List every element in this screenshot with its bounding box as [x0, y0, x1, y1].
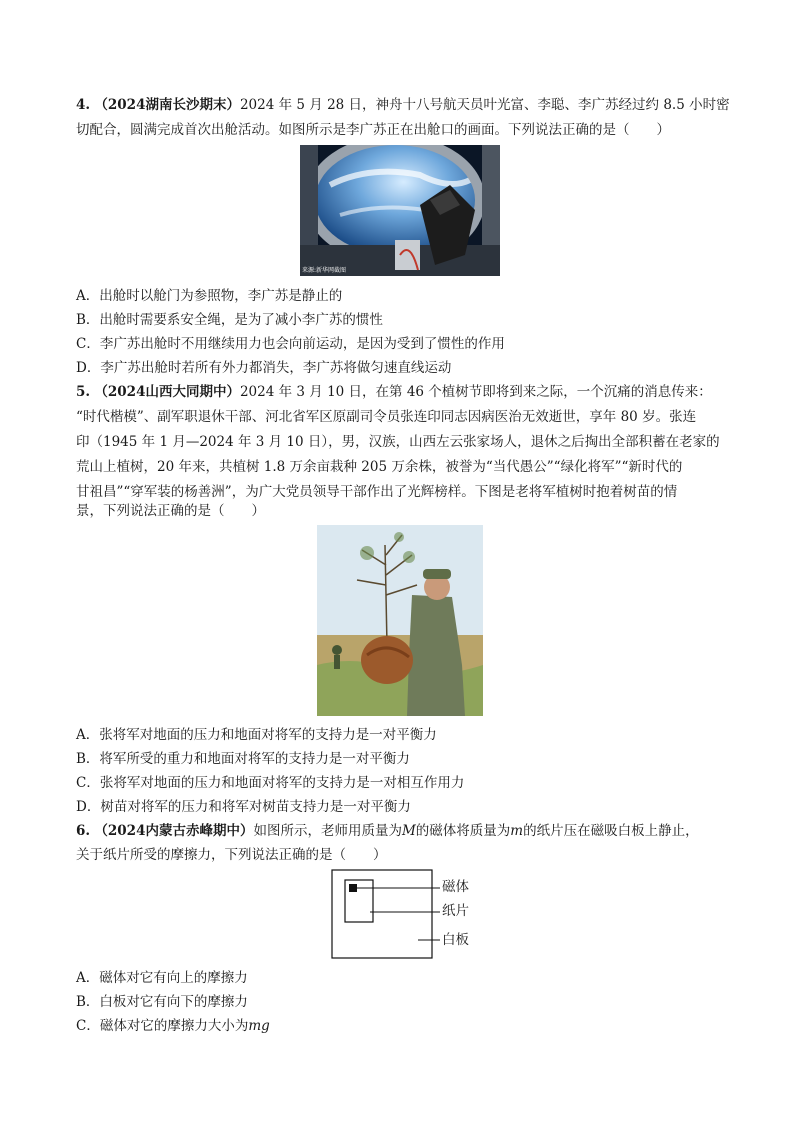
q6-number: 6.: [76, 823, 91, 839]
q5-line-4: 荒山上植树，20 年来，共植树 1.8 万余亩栽种 205 万余株，被誉为“当代愚公”“绿化将军”“新时代的: [76, 459, 683, 475]
q5-line-1: [76, 383, 712, 401]
q4-option-d: D．李广苏出舱时若所有外力都消失，李广苏将做匀速直线运动: [76, 360, 452, 376]
q5-option-b: B．将军所受的重力和地面对将军的支持力是一对平衡力: [76, 751, 410, 767]
label-paper: 纸片: [442, 903, 469, 919]
q6-var-m: m: [510, 823, 524, 839]
q6-option-c: [76, 1017, 270, 1035]
q4-line-1: [76, 96, 730, 114]
q5-option-a: A．张将军对地面的压力和地面对将军的支持力是一对平衡力: [76, 727, 437, 743]
q4-number: 4.: [76, 97, 91, 113]
q6-option-c-text: C．磁体对它的摩擦力大小为: [76, 1018, 249, 1034]
photo-caption: 来源:新华网截图: [302, 267, 347, 274]
q4-option-a: A．出舱时以舱门为参照物，李广苏是静止的: [76, 288, 343, 304]
q5-option-d: D．树苗对将军的压力和将军对树苗支持力是一对平衡力: [76, 799, 411, 815]
q5-source: （2024山西大同期中）: [94, 384, 240, 400]
q6-option-b: B．白板对它有向下的摩擦力: [76, 994, 248, 1010]
q6-text-1c: 的纸片压在磁吸白板上静止，: [523, 823, 699, 839]
general-with-tree-illustration: [317, 525, 483, 716]
q5-line-6: 景，下列说法正确的是（ ）: [76, 503, 265, 519]
label-whiteboard: 白板: [442, 932, 469, 948]
spacewalk-photo: [300, 145, 500, 276]
q4-option-b: B．出舱时需要系安全绳，是为了减小李广苏的惯性: [76, 312, 383, 328]
q6-line-1: [76, 822, 699, 840]
q5-number: 5.: [76, 384, 91, 400]
spacewalk-illustration: [300, 145, 500, 276]
q5-text-1: 2024 年 3 月 10 日，在第 46 个植树节即将到来之际，一个沉痛的消息传来：: [239, 384, 712, 400]
q6-var-M: M: [401, 823, 416, 839]
q6-text-1a: 如图所示，老师用质量为: [253, 823, 402, 839]
q6-line-2: 关于纸片所受的摩擦力，下列说法正确的是（ ）: [76, 847, 387, 863]
q6-option-c-var: mg: [248, 1018, 270, 1034]
magnet-whiteboard-diagram: [330, 868, 480, 963]
q5-line-5: 甘祖昌”“穿军装的杨善洲”，为广大党员领导干部作出了光辉榜样。下图是老将军植树时抱着树苗的情: [76, 484, 678, 500]
label-magnet: 磁体: [442, 879, 469, 895]
q4-text-1: 2024 年 5 月 28 日，神舟十八号航天员叶光富、李聪、李广苏经过约 8.5 小时密: [239, 97, 730, 113]
q6-source: （2024内蒙古赤峰期中）: [94, 823, 254, 839]
q4-line-2: 切配合，圆满完成首次出舱活动。如图所示是李广苏正在出舱口的画面。下列说法正确的是（ ）: [76, 122, 670, 138]
q4-source: （2024湖南长沙期末）: [94, 97, 240, 113]
q4-option-c: C．李广苏出舱时不用继续用力也会向前运动，是因为受到了惯性的作用: [76, 336, 505, 352]
q5-option-c: C．张将军对地面的压力和地面对将军的支持力是一对相互作用力: [76, 775, 465, 791]
q5-line-2: “时代楷模”、副军职退休干部、河北省军区原副司令员张连印同志因病医治无效逝世，享年 80 岁。张连: [76, 409, 697, 425]
tree-planting-photo: [317, 525, 483, 716]
q6-option-a: A．磁体对它有向上的摩擦力: [76, 970, 248, 986]
q6-text-1b: 的磁体将质量为: [415, 823, 511, 839]
q5-line-3: 印（1945 年 1 月—2024 年 3 月 10 日），男，汉族，山西左云张家场人，退休之后掏出全部积蓄在老家的: [76, 434, 720, 450]
